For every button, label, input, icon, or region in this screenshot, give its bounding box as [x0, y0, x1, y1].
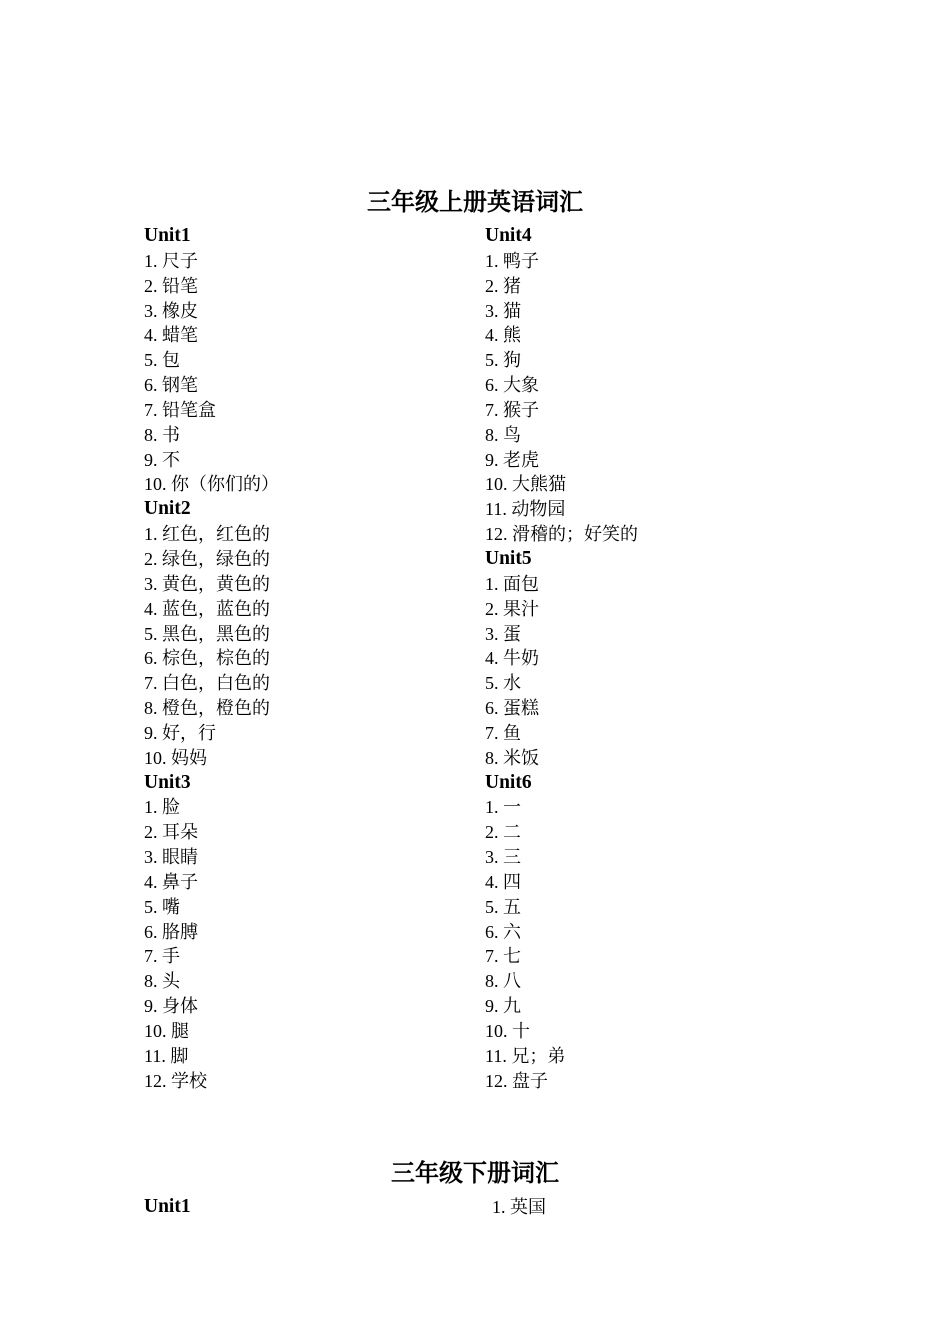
vocab-item: 5. 水	[485, 673, 521, 694]
vocab-item: 5. 嘴	[144, 896, 180, 917]
vocab-item: 6. 六	[485, 921, 521, 942]
left-column	[144, 224, 464, 1094]
vocab-item: 1. 尺子	[144, 250, 198, 271]
vocab-item: 6. 胳膊	[144, 921, 198, 942]
vocab-item: 10. 你（你们的）	[144, 474, 279, 495]
vocab-item: 6. 大象	[485, 375, 539, 396]
vocab-item: 3. 橡皮	[144, 300, 198, 321]
vocab-item: 9. 老虎	[485, 449, 539, 470]
unit-heading: Unit3	[144, 771, 191, 793]
vocab-item: 8. 橙色，橙色的	[144, 698, 270, 719]
vocab-item: 3. 三	[485, 847, 521, 868]
vocab-item: 10. 大熊猫	[485, 474, 566, 495]
vocab-item: 4. 蜡笔	[144, 325, 198, 346]
vocab-item: 6. 蛋糕	[485, 698, 539, 719]
vocab-item: 4. 熊	[485, 325, 521, 346]
vocab-item: 7. 手	[144, 946, 180, 967]
section-2-title: 三年级下册词汇	[391, 1161, 559, 1187]
unit-heading: Unit5	[485, 547, 532, 569]
vocab-item: 3. 猫	[485, 300, 521, 321]
vocab-item: 11. 脚	[144, 1045, 189, 1066]
unit-heading: Unit1	[144, 225, 191, 246]
vocab-item: 2. 猪	[485, 275, 521, 296]
vocab-item: 10. 腿	[144, 1021, 189, 1041]
vocab-item: 5. 五	[485, 896, 521, 917]
vocab-item: 10. 妈妈	[144, 747, 207, 768]
vocab-item: 2. 铅笔	[144, 275, 198, 296]
right-column	[485, 224, 805, 1094]
vocab-item: 9. 九	[485, 996, 521, 1017]
section-1-title: 三年级上册英语词汇	[367, 190, 583, 216]
section-2-unit-heading: Unit1	[144, 1196, 191, 1217]
vocab-item: 4. 鼻子	[144, 871, 198, 892]
vocab-item: 1. 一	[485, 797, 521, 818]
vocab-item: 7. 鱼	[485, 722, 521, 743]
vocab-item: 8. 头	[144, 971, 180, 992]
vocab-item: 12. 滑稽的；好笑的	[485, 524, 638, 545]
vocab-item: 9. 身体	[144, 996, 198, 1017]
vocab-item: 6. 棕色，棕色的	[144, 648, 270, 669]
vocab-item: 7. 猴子	[485, 399, 539, 420]
vocab-item: 1. 面包	[485, 573, 539, 594]
vocab-item: 5. 黑色，黑色的	[144, 623, 270, 644]
vocab-item: 2. 二	[485, 822, 521, 843]
vocab-item: 3. 黄色，黄色的	[144, 573, 270, 594]
vocab-item: 3. 蛋	[485, 623, 521, 644]
vocab-item: 2. 绿色，绿色的	[144, 548, 270, 569]
vocab-item: 8. 八	[485, 971, 521, 992]
vocab-item: 5. 包	[144, 350, 180, 371]
vocab-item: 12. 盘子	[485, 1070, 548, 1091]
vocab-item: 7. 铅笔盒	[144, 399, 216, 420]
vocab-item: 9. 不	[144, 449, 180, 470]
unit-heading: Unit4	[485, 225, 532, 246]
vocab-item: 4. 牛奶	[485, 648, 539, 669]
vocab-item: 11. 兄；弟	[485, 1045, 566, 1066]
vocab-item: 8. 鸟	[485, 424, 521, 445]
vocab-item: 2. 耳朵	[144, 822, 198, 843]
vocab-item: 1. 红色，红色的	[144, 524, 270, 545]
vocab-item: 8. 米饭	[485, 747, 539, 768]
vocab-item: 2. 果汁	[485, 598, 539, 619]
vocab-item: 7. 白色，白色的	[144, 673, 270, 694]
vocab-item: 11. 动物园	[485, 499, 566, 520]
unit-heading: Unit2	[144, 498, 191, 520]
vocab-item: 6. 钢笔	[144, 375, 198, 396]
vocab-item: 4. 蓝色，蓝色的	[144, 598, 270, 619]
vocab-item: 7. 七	[485, 946, 521, 967]
vocab-item: 9. 好，行	[144, 722, 216, 743]
vocab-item: 12. 学校	[144, 1070, 207, 1091]
section-2-vocab-item: 1. 英国	[492, 1197, 546, 1217]
vocab-item: 1. 鸭子	[485, 250, 539, 271]
vocab-item: 5. 狗	[485, 350, 521, 371]
vocab-item: 3. 眼睛	[144, 847, 198, 868]
vocab-item: 4. 四	[485, 871, 521, 892]
vocab-item: 8. 书	[144, 424, 180, 445]
unit-heading: Unit6	[485, 771, 532, 793]
vocab-item: 1. 脸	[144, 797, 180, 818]
vocab-item: 10. 十	[485, 1021, 530, 1041]
